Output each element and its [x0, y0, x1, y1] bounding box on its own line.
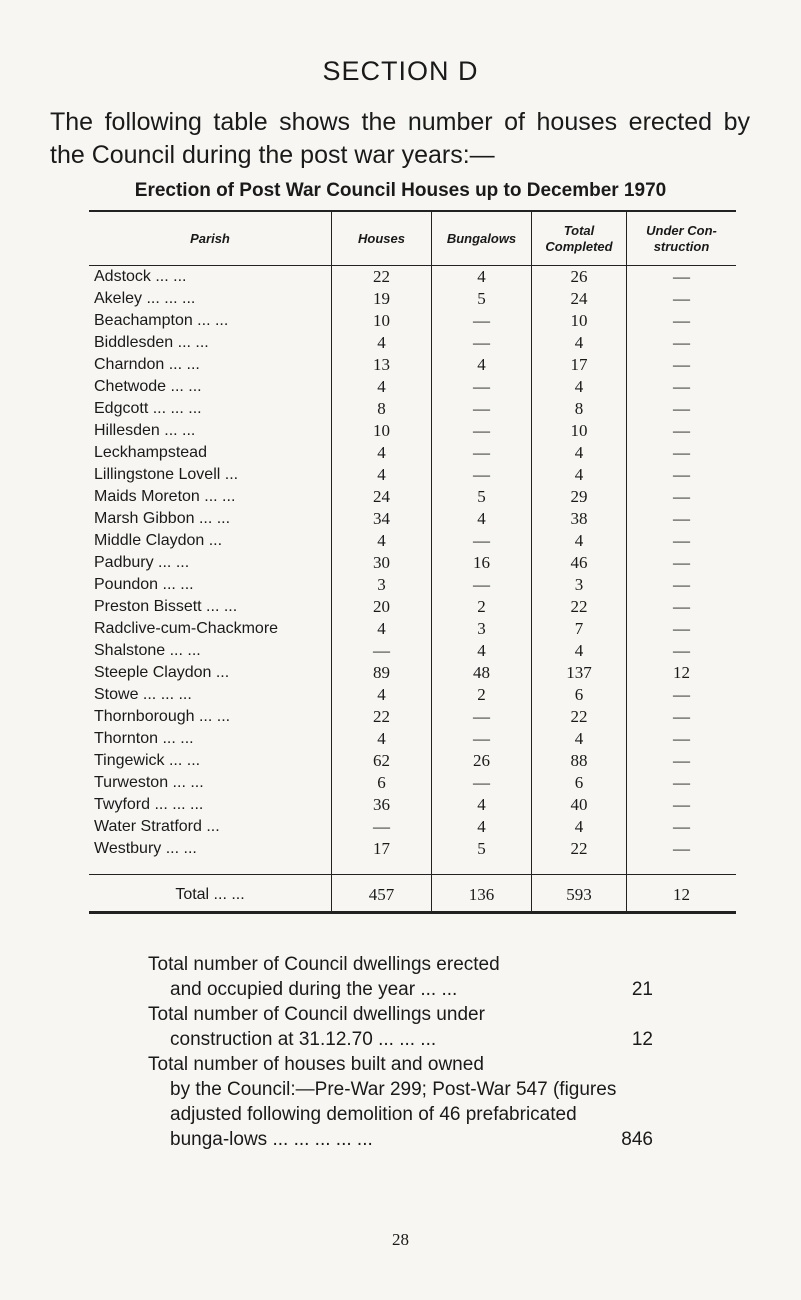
cell-houses: 6	[331, 772, 431, 794]
header-parish: Parish	[190, 230, 230, 246]
cell-under-construction: —	[626, 640, 736, 662]
cell-houses: 4	[331, 684, 431, 706]
total-houses: 457	[331, 875, 431, 911]
table-row	[89, 706, 736, 728]
cell-under-construction: —	[626, 486, 736, 508]
cell-under-construction: —	[626, 398, 736, 420]
cell-total: 4	[531, 530, 626, 552]
table-row	[89, 750, 736, 772]
cell-parish: Preston Bissett ... ...	[94, 598, 238, 615]
cell-parish: Charndon ... ...	[94, 356, 200, 373]
table-row	[89, 508, 736, 530]
cell-parish: Chetwode ... ...	[94, 378, 202, 395]
cell-houses: 4	[331, 530, 431, 552]
cell-bungalows: 16	[431, 552, 531, 574]
cell-parish: Maids Moreton ... ...	[94, 488, 236, 505]
header-under-construction: Under Con-struction	[626, 212, 736, 265]
cell-under-construction: —	[626, 574, 736, 596]
cell-total: 4	[531, 728, 626, 750]
cell-under-construction: —	[626, 618, 736, 640]
table-row	[89, 794, 736, 816]
cell-houses: 30	[331, 552, 431, 574]
cell-total: 26	[531, 266, 626, 288]
cell-parish: Twyford ... ... ...	[94, 796, 204, 813]
cell-houses: 36	[331, 794, 431, 816]
cell-total: 4	[531, 332, 626, 354]
cell-bungalows: 48	[431, 662, 531, 684]
cell-under-construction: —	[626, 750, 736, 772]
cell-bungalows: —	[431, 530, 531, 552]
cell-under-construction: 12	[626, 662, 736, 684]
table-row	[89, 552, 736, 574]
cell-under-construction: —	[626, 464, 736, 486]
cell-under-construction: —	[626, 684, 736, 706]
note-under-construction	[148, 1002, 653, 1052]
cell-houses: 4	[331, 332, 431, 354]
cell-houses: 3	[331, 574, 431, 596]
houses-table	[89, 210, 736, 914]
cell-total: 137	[531, 662, 626, 684]
note-value: 846	[621, 1129, 653, 1150]
cell-houses: 4	[331, 618, 431, 640]
section-heading: SECTION D	[322, 56, 479, 86]
note-line: Total number of houses built and owned	[148, 1054, 484, 1075]
cell-under-construction: —	[626, 596, 736, 618]
cell-under-construction: —	[626, 838, 736, 860]
cell-under-construction: —	[626, 310, 736, 332]
table-header	[89, 212, 736, 266]
cell-houses: 10	[331, 420, 431, 442]
table-row	[89, 640, 736, 662]
cell-under-construction: —	[626, 354, 736, 376]
cell-bungalows: —	[431, 772, 531, 794]
cell-bungalows: 4	[431, 794, 531, 816]
cell-under-construction: —	[626, 794, 736, 816]
cell-parish: Marsh Gibbon ... ...	[94, 510, 231, 527]
cell-parish: Radclive-cum-Chackmore	[94, 620, 279, 637]
cell-total: 8	[531, 398, 626, 420]
cell-parish: Biddlesden ... ...	[94, 334, 209, 351]
cell-bungalows: —	[431, 464, 531, 486]
table-spacer	[89, 860, 736, 874]
cell-bungalows: 4	[431, 816, 531, 838]
cell-total: 17	[531, 354, 626, 376]
cell-bungalows: 4	[431, 266, 531, 288]
intro-paragraph: The following table shows the number of houses erected by the Council during the post war years:—	[50, 108, 750, 169]
cell-total: 3	[531, 574, 626, 596]
note-line: by the Council:—Pre-War 299; Post-War 547 (figures adjusted following demolition of 46 prefabricated bunga-lows ... ... ... ... ...	[170, 1079, 617, 1150]
table-row	[89, 838, 736, 860]
cell-houses: 20	[331, 596, 431, 618]
table-row	[89, 288, 736, 310]
note-line: Total number of Council dwellings under	[148, 1004, 485, 1025]
total-completed: 593	[531, 875, 626, 911]
cell-bungalows: 3	[431, 618, 531, 640]
cell-houses: 22	[331, 266, 431, 288]
cell-houses: 8	[331, 398, 431, 420]
table-row	[89, 530, 736, 552]
cell-bungalows: —	[431, 310, 531, 332]
cell-under-construction: —	[626, 442, 736, 464]
table-row	[89, 376, 736, 398]
table-row	[89, 464, 736, 486]
cell-parish: Adstock ... ...	[94, 268, 187, 285]
table-row	[89, 420, 736, 442]
cell-total: 46	[531, 552, 626, 574]
header-bungalows: Bungalows	[431, 212, 531, 265]
table-row	[89, 310, 736, 332]
cell-houses: 10	[331, 310, 431, 332]
cell-bungalows: 26	[431, 750, 531, 772]
note-line: and occupied during the year ... ...	[170, 979, 458, 1000]
cell-houses: 4	[331, 464, 431, 486]
cell-under-construction: —	[626, 706, 736, 728]
table-row	[89, 618, 736, 640]
cell-total: 6	[531, 772, 626, 794]
page-number: 28	[392, 1230, 409, 1249]
cell-bungalows: 5	[431, 486, 531, 508]
cell-parish: Akeley ... ... ...	[94, 290, 196, 307]
cell-houses: —	[331, 816, 431, 838]
cell-under-construction: —	[626, 552, 736, 574]
cell-total: 4	[531, 640, 626, 662]
cell-total: 22	[531, 596, 626, 618]
cell-houses: 4	[331, 376, 431, 398]
table-row	[89, 596, 736, 618]
cell-total: 38	[531, 508, 626, 530]
table-row	[89, 332, 736, 354]
table-row	[89, 266, 736, 288]
cell-total: 22	[531, 706, 626, 728]
total-row	[89, 874, 736, 911]
cell-bungalows: 5	[431, 288, 531, 310]
total-label: Total ... ...	[175, 886, 245, 903]
cell-total: 24	[531, 288, 626, 310]
table-row	[89, 354, 736, 376]
cell-under-construction: —	[626, 816, 736, 838]
cell-bungalows: 4	[431, 508, 531, 530]
cell-under-construction: —	[626, 332, 736, 354]
cell-under-construction: —	[626, 266, 736, 288]
cell-parish: Steeple Claydon ...	[94, 664, 230, 681]
cell-bungalows: 4	[431, 640, 531, 662]
cell-bungalows: —	[431, 376, 531, 398]
cell-bungalows: 4	[431, 354, 531, 376]
cell-total: 29	[531, 486, 626, 508]
note-houses-owned	[148, 1052, 653, 1152]
table-row	[89, 442, 736, 464]
cell-bungalows: —	[431, 574, 531, 596]
summary-notes	[148, 952, 653, 1152]
table-row	[89, 684, 736, 706]
cell-houses: 17	[331, 838, 431, 860]
table-row	[89, 728, 736, 750]
note-line: construction at 31.12.70 ... ... ...	[170, 1029, 437, 1050]
cell-total: 6	[531, 684, 626, 706]
cell-total: 40	[531, 794, 626, 816]
cell-bungalows: —	[431, 398, 531, 420]
table-row	[89, 574, 736, 596]
cell-parish: Beachampton ... ...	[94, 312, 229, 329]
cell-parish: Shalstone ... ...	[94, 642, 201, 659]
cell-total: 4	[531, 816, 626, 838]
cell-parish: Thornton ... ...	[94, 730, 194, 747]
cell-parish: Lillingstone Lovell ...	[94, 466, 239, 483]
cell-total: 22	[531, 838, 626, 860]
cell-houses: 62	[331, 750, 431, 772]
table-row	[89, 662, 736, 684]
cell-bungalows: —	[431, 420, 531, 442]
cell-parish: Edgcott ... ... ...	[94, 400, 202, 417]
cell-parish: Leckhampstead	[94, 444, 207, 461]
cell-parish: Stowe ... ... ...	[94, 686, 192, 703]
cell-under-construction: —	[626, 530, 736, 552]
cell-bungalows: 5	[431, 838, 531, 860]
cell-bungalows: —	[431, 442, 531, 464]
note-dwellings-erected	[148, 952, 653, 1002]
cell-parish: Westbury ... ...	[94, 840, 197, 857]
table-row	[89, 772, 736, 794]
total-bungalows: 136	[431, 875, 531, 911]
cell-parish: Thornborough ... ...	[94, 708, 231, 725]
table-row	[89, 816, 736, 838]
cell-houses: 19	[331, 288, 431, 310]
cell-total: 4	[531, 442, 626, 464]
cell-under-construction: —	[626, 420, 736, 442]
table-caption: Erection of Post War Council Houses up to December 1970	[134, 180, 667, 201]
cell-houses: 89	[331, 662, 431, 684]
cell-houses: 4	[331, 442, 431, 464]
cell-total: 4	[531, 464, 626, 486]
cell-parish: Water Stratford ...	[94, 818, 220, 835]
cell-bungalows: —	[431, 706, 531, 728]
cell-houses: 24	[331, 486, 431, 508]
cell-houses: 13	[331, 354, 431, 376]
cell-total: 4	[531, 376, 626, 398]
cell-bungalows: 2	[431, 596, 531, 618]
cell-parish: Padbury ... ...	[94, 554, 190, 571]
table-body	[89, 266, 736, 860]
note-value: 12	[631, 1029, 653, 1050]
note-line: Total number of Council dwellings erected	[148, 954, 500, 975]
cell-parish: Turweston ... ...	[94, 774, 204, 791]
cell-houses: 4	[331, 728, 431, 750]
table-row	[89, 398, 736, 420]
cell-parish: Tingewick ... ...	[94, 752, 201, 769]
cell-houses: 34	[331, 508, 431, 530]
cell-total: 10	[531, 420, 626, 442]
cell-parish: Hillesden ... ...	[94, 422, 196, 439]
cell-total: 7	[531, 618, 626, 640]
cell-houses: 22	[331, 706, 431, 728]
cell-bungalows: —	[431, 332, 531, 354]
header-houses: Houses	[331, 212, 431, 265]
cell-total: 88	[531, 750, 626, 772]
cell-parish: Middle Claydon ...	[94, 532, 223, 549]
total-under-construction: 12	[626, 875, 736, 911]
cell-under-construction: —	[626, 772, 736, 794]
cell-houses: —	[331, 640, 431, 662]
note-value: 21	[631, 979, 653, 1000]
cell-under-construction: —	[626, 728, 736, 750]
cell-total: 10	[531, 310, 626, 332]
cell-bungalows: —	[431, 728, 531, 750]
table-row	[89, 486, 736, 508]
cell-under-construction: —	[626, 376, 736, 398]
cell-under-construction: —	[626, 508, 736, 530]
cell-under-construction: —	[626, 288, 736, 310]
header-total-completed: Total Completed	[531, 212, 626, 265]
cell-parish: Poundon ... ...	[94, 576, 194, 593]
cell-bungalows: 2	[431, 684, 531, 706]
